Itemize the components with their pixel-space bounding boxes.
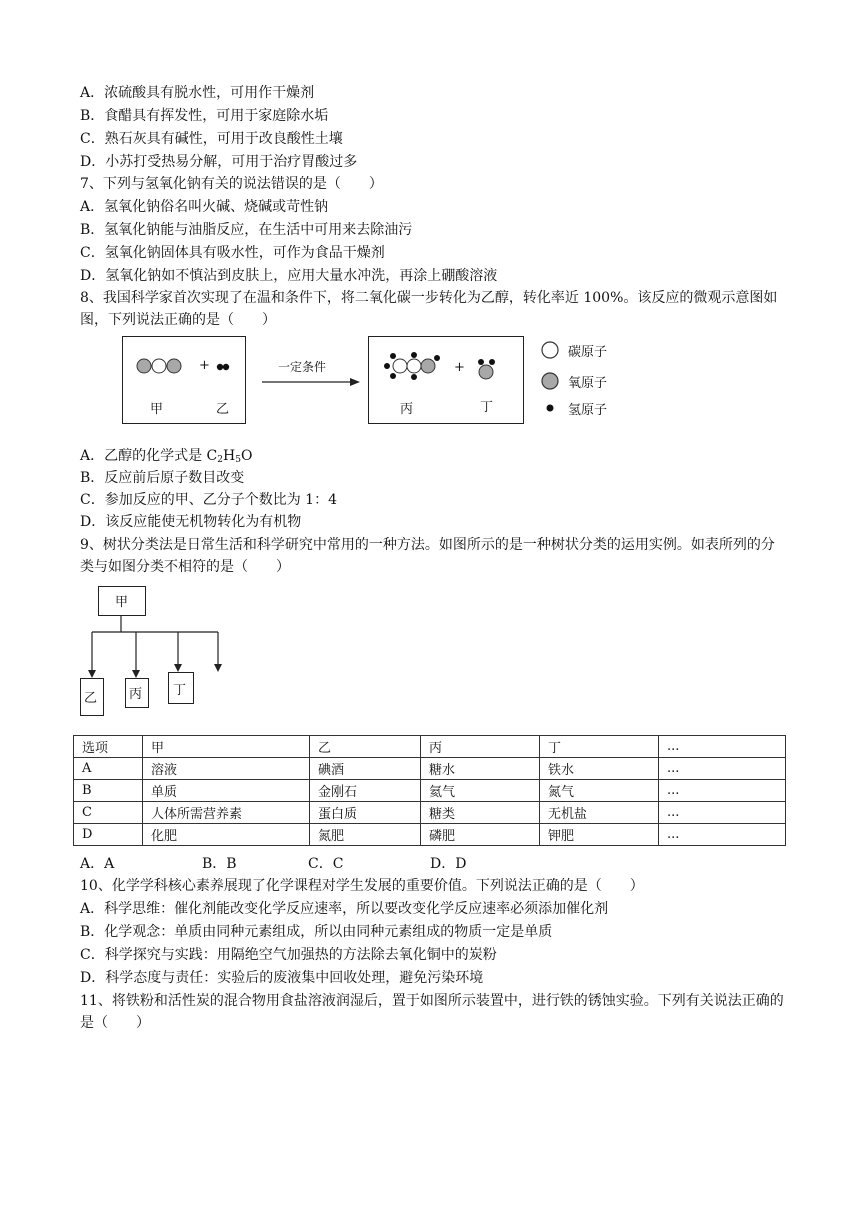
tree-root-label: 甲 [115,595,129,610]
table-row [74,758,786,780]
plus-sign-2: + [454,360,465,375]
table-cell: C [74,802,143,824]
label-yi: 乙 [216,402,230,417]
table-cell: D [74,824,143,846]
table-cell: 铁水 [540,758,659,780]
table-row [74,802,786,824]
q6-option-c: C．熟石灰具有碱性，可用于改良酸性土壤 [80,131,343,147]
legend-hydrogen: 氢原子 [568,403,608,418]
q11-stem: 11、将铁粉和活性炭的混合物用食盐溶液润湿后，置于如图所示装置中，进行铁的锈蚀实验。下列有关说法正确的是（ ） [80,993,784,1031]
tree-child-1-label: 乙 [84,691,98,706]
table-cell: 氮肥 [310,824,421,846]
q7-stem: 7、下列与氢氧化钠有关的说法错误的是（ ） [80,176,383,192]
table-cell: 钾肥 [540,824,659,846]
label-ding: 丁 [480,400,494,415]
table-row [74,824,786,846]
table-row [74,780,786,802]
table-cell: 糖水 [421,758,540,780]
table-cell: 单质 [143,780,310,802]
table-cell: 金刚石 [310,780,421,802]
table-cell: 溶液 [143,758,310,780]
q8-stem: 8、我国科学家首次实现了在温和条件下，将二氧化碳一步转化为乙醇，转化率近 100%。该反应的微观示意图如图，下列说法正确的是（ ） [80,290,778,328]
table-cell: 碘酒 [310,758,421,780]
q9-answer-b: B．B [202,856,237,872]
classification-table [73,735,786,846]
q9-answer-c: C．C [308,856,344,872]
q8-option-c: C．参加反应的甲、乙分子个数比为 1：4 [80,492,337,508]
q6-option-d: D．小苏打受热易分解，可用于治疗胃酸过多 [80,154,358,170]
table-cell: 磷肥 [421,824,540,846]
q9-answer-options [80,854,785,874]
q8-option-a: A．乙醇的化学式是 $C_2H_5O$ [80,448,253,465]
q10-option-c: C．科学探究与实践：用隔绝空气加强热的方法除去氧化铜中的炭粉 [80,947,497,963]
q10-stem: 10、化学学科核心素养展现了化学课程对学生发展的重要价值。下列说法正确的是（ ） [80,878,644,894]
q7-option-d: D．氢氧化钠如不慎沾到皮肤上，应用大量水冲洗，再涂上硼酸溶液 [80,268,498,284]
q7-option-b: B．氢氧化钠能与油脂反应，在生活中可用来去除油污 [80,222,413,238]
tree-child-2-label: 丙 [129,687,143,702]
table-cell: 无机盐 [540,802,659,824]
q10-option-b: B．化学观念：单质由同种元素组成，所以由同种元素组成的物质一定是单质 [80,924,553,940]
table-header-cell: 选项 [74,736,143,758]
table-cell: ... [659,780,786,802]
table-cell: 氦气 [421,780,540,802]
table-header-cell: ... [659,736,786,758]
table-header-cell: 丁 [540,736,659,758]
reaction-diagram [122,336,622,428]
table-cell: 蛋白质 [310,802,421,824]
q9-answer-d: D．D [430,856,467,872]
plus-sign-1: + [199,358,210,373]
q10-option-a: A．科学思维：催化剂能改变化学反应速率，所以要改变化学反应速率必须添加催化剂 [80,901,609,917]
table-header-row [74,736,786,758]
q9-stem: 9、树状分类法是日常生活和科学研究中常用的一种方法。如图所示的是一种树状分类的运用实例。如表所列的分类与如图分类不相符的是（ ） [80,537,775,575]
q10-option-d: D．科学态度与责任：实验后的废液集中回收处理，避免污染环境 [80,970,484,986]
table-cell: B [74,780,143,802]
products-box [368,336,524,424]
label-bing: 丙 [400,402,414,417]
table-cell: 人体所需营养素 [143,802,310,824]
table-cell: A [74,758,143,780]
table-cell: 化肥 [143,824,310,846]
legend-carbon: 碳原子 [568,345,608,360]
table-cell: ... [659,802,786,824]
tree-child-3-label: 丁 [173,683,187,698]
table-header-cell: 甲 [143,736,310,758]
q6-option-a: A．浓硫酸具有脱水性，可用作干燥剂 [80,85,315,101]
table-cell: 糖类 [421,802,540,824]
table-header-cell: 乙 [310,736,421,758]
label-jia: 甲 [150,402,164,417]
table-cell: ... [659,824,786,846]
q6-option-b: B．食醋具有挥发性，可用于家庭除水垢 [80,108,329,124]
q9-answer-a: A．A [80,856,115,872]
q8-option-d: D．该反应能使无机物转化为有机物 [80,514,302,530]
reaction-condition: 一定条件 [278,360,327,374]
table-cell: 氮气 [540,780,659,802]
tree-diagram [80,586,240,721]
q8-option-b: B．反应前后原子数目改变 [80,470,245,486]
table-cell: ... [659,758,786,780]
table-header-cell: 丙 [421,736,540,758]
q7-option-c: C．氢氧化钠固体具有吸水性，可作为食品干燥剂 [80,245,385,261]
q7-option-a: A．氢氧化钠俗名叫火碱、烧碱或苛性钠 [80,199,329,215]
legend-oxygen: 氧原子 [568,376,608,391]
